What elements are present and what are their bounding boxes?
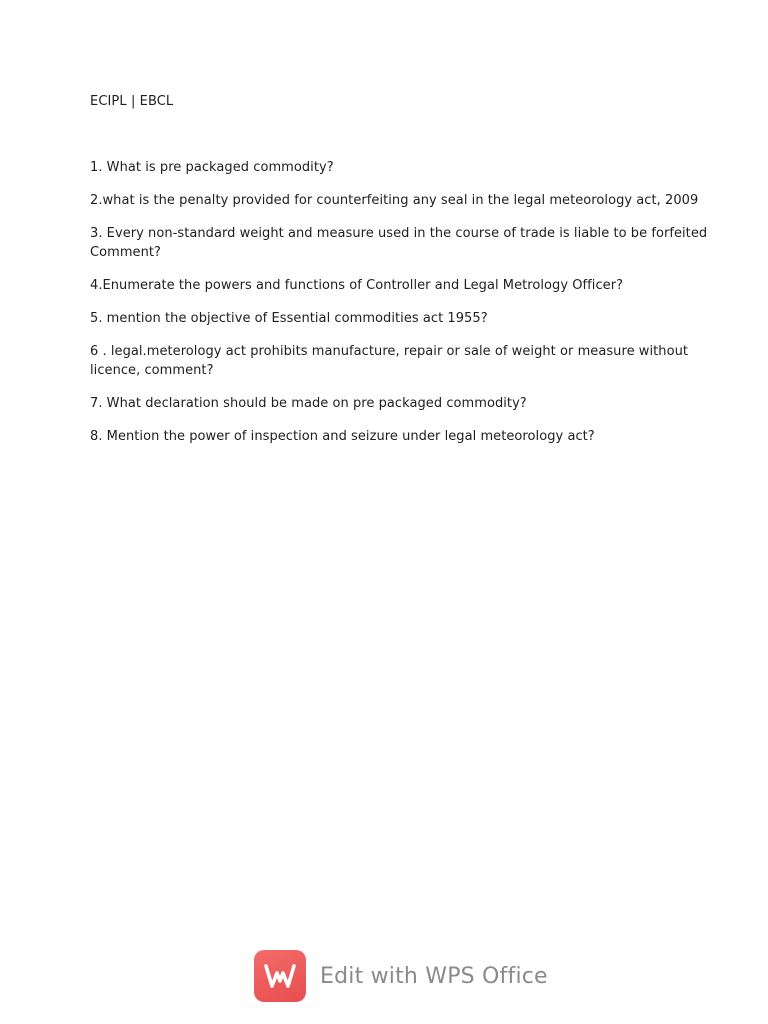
wps-logo-icon: [254, 950, 306, 1002]
question-6: [90, 342, 690, 380]
question-8: [90, 427, 690, 446]
document-header: ECIPL | EBCL: [90, 94, 174, 109]
question-1: [90, 158, 690, 177]
edit-with-wps-button[interactable]: [254, 950, 548, 1002]
wps-watermark-text: Edit with WPS Office: [320, 963, 548, 989]
question-7: [90, 394, 690, 413]
question-6-line-1: 6 . legal.meterology act prohibits manufacture, repair or sale of weight or measure without: [90, 344, 689, 359]
question-6-line-2: licence, comment?: [90, 363, 214, 378]
question-7-line-1: 7. What declaration should be made on pre packaged commodity?: [90, 396, 527, 411]
question-3: [90, 224, 708, 262]
question-3-line-1: 3. Every non-standard weight and measure used in the course of trade is liable to be forfeited: [90, 226, 708, 241]
question-2-line-1: 2.what is the penalty provided for counterfeiting any seal in the legal meteorology act, 2009: [90, 193, 699, 208]
question-4-line-1: 4.Enumerate the powers and functions of Controller and Legal Metrology Officer?: [90, 278, 624, 293]
question-1-line-1: 1. What is pre packaged commodity?: [90, 160, 334, 175]
question-8-line-1: 8. Mention the power of inspection and seizure under legal meteorology act?: [90, 429, 595, 444]
question-3-line-2: Comment?: [90, 245, 161, 260]
question-list: [90, 158, 708, 460]
question-5: [90, 309, 690, 328]
question-2: [90, 191, 699, 210]
question-4: [90, 276, 690, 295]
question-5-line-1: 5. mention the objective of Essential commodities act 1955?: [90, 311, 488, 326]
